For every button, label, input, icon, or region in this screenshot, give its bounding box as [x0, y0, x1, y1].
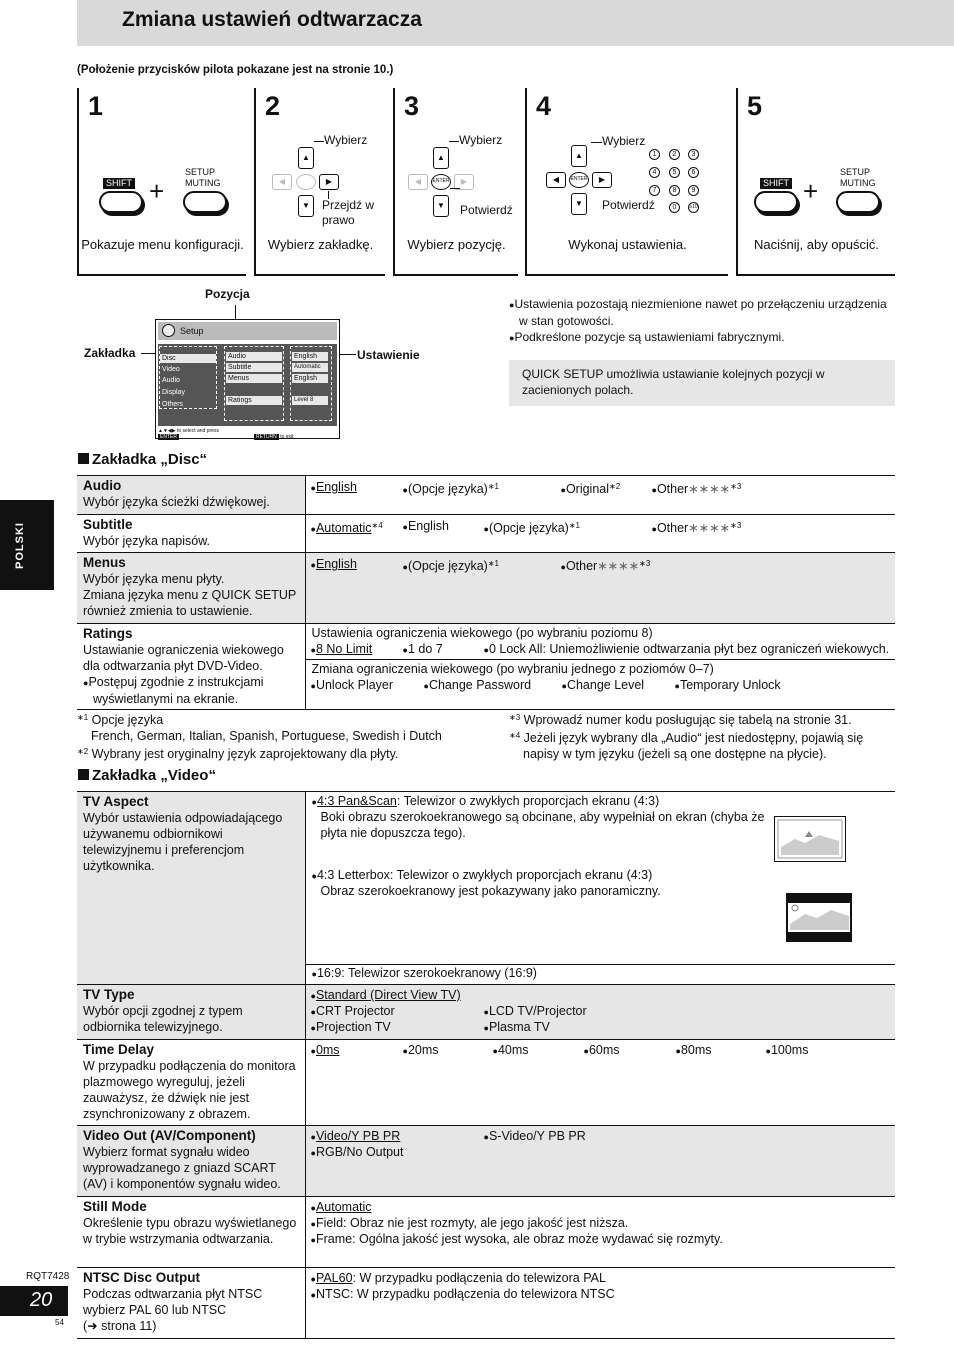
arrow-down-icon: ▼: [298, 195, 314, 217]
step-4: [525, 88, 728, 276]
osd-footer: ▲▼◀▶ to select and press ENTER RETURN to exit: [158, 428, 294, 440]
select-label: Wybierz: [459, 133, 503, 147]
position-label: Pozycja: [205, 287, 250, 301]
language-label: POLSKI: [14, 522, 26, 569]
small-page-number: 54: [55, 1318, 64, 1327]
setup-label: SETUP: [840, 167, 871, 177]
row-subtitle: Subtitle Wybór języka napisów. ●Automatic$^{∗4}$ ●English ●(Opcje języka)$^{∗1}$ ●Other∗∗∗∗$^{∗3}$: [77, 515, 895, 553]
setup-label: SETUP: [185, 167, 216, 177]
quick-setup-note: QUICK SETUP umożliwia ustawianie kolejnych pozycji w zacienionych polach.: [509, 360, 895, 406]
footnotes-right: $^{∗3}$ Wprowadź numer kodu posługując się tabelą na stronie 31. $^{∗4}$ Jeżeli język wybrany dla „Audio“ jest niedostępny, pojawią się napisy w tym języku (jeżeli są one dostępne na płycie).: [509, 713, 864, 761]
row-video-out: Video Out (AV/Component) Wybierz format sygnału wideo wyprowadzanego z gniazd SCART (AV) i komponentów sygnału wideo. ●Video/Y PB PR ●S-Video/Y PB PR ●RGB/No Output: [77, 1126, 895, 1197]
muting-label: MUTING: [185, 178, 221, 188]
remote-note: (Położenie przycisków pilota pokazane jest na stronie 10.): [77, 64, 394, 76]
tab-label: Zakładka: [84, 346, 136, 360]
note-standby: Ustawienia pozostają niezmienione nawet po przełączeniu urządzenia w stan gotowości.: [514, 297, 887, 328]
shift-label: SHIFT: [760, 178, 792, 189]
tab-audio: Audio: [162, 377, 180, 384]
numkey-3: 3: [688, 149, 699, 160]
numkey-0: 0: [669, 202, 680, 213]
select-label: Wybierz: [602, 134, 646, 148]
footnotes-left: $^{∗1}$ Opcje języka French, German, Italian, Spanish, Portuguese, Swedish i Dutch $^{∗2}$ Wybrany jest oryginalny język zaprojektowany dla płyty.: [77, 713, 442, 761]
numkey-9: 9: [688, 185, 699, 196]
value-subtitle: Automatic: [292, 363, 328, 372]
arrow-left-icon: ◀: [546, 172, 566, 188]
item-subtitle: Subtitle: [226, 363, 282, 372]
square-bullet-icon: [78, 453, 89, 464]
enter-icon: ENTER: [569, 172, 589, 188]
row-ratings: Ratings Ustawianie ograniczenia wiekowego dla odtwarzania płyt DVD-Video. ●Postępuj zgodnie z instrukcjami wyświetlanymi na ekranie. Ustawienia ograniczenia wiekowego (po wybraniu poziomu 8) ●8 No Limit ●1 do 7 ●0 Lock All: Uniemożliwienie odtwarzania płyt bez ograniczeń wiekowych. Zmiana ograniczenia wiekowego (po wybraniu jednego z poziomów 0–7) ●Unlock Player ●Change Password ●Change Level ●Temporary Unlock: [77, 624, 895, 710]
value-ratings: Level 8: [292, 396, 328, 405]
confirm-label: Potwierdź: [602, 198, 655, 212]
row-ntsc-output: NTSC Disc Output Podczas odtwarzania płyt NTSC wybierz PAL 60 lub NTSC (➜ strona 11) ●PAL60: W przypadku podłączenia do telewizora PAL ●NTSC: W przypadku podłączenia do telewizora NTSC: [77, 1268, 895, 1339]
step-caption: Pokazuje menu konfiguracji.: [81, 237, 244, 252]
confirm-label: Potwierdź: [460, 203, 513, 217]
arrow-left-icon: ◀: [272, 174, 292, 190]
setup-button: [183, 191, 227, 213]
pan-scan-thumbnail: [774, 816, 846, 862]
setup-screen: [155, 319, 340, 439]
item-menus: Menus: [226, 374, 282, 383]
setup-title: Setup: [180, 326, 204, 336]
note-underlined: Podkreślone pozycje są ustawieniami fabrycznymi.: [514, 330, 785, 344]
step-number: 5: [747, 91, 763, 121]
tab-video: Video: [162, 366, 180, 373]
step-caption: Wybierz pozycję.: [407, 237, 506, 252]
step-number: 2: [265, 91, 281, 121]
model-code: RQT7428: [26, 1271, 70, 1282]
disc-section-title: Zakładka „Disc“: [78, 451, 207, 468]
plus-icon: +: [803, 176, 819, 206]
numkey-2: 2: [669, 149, 680, 160]
step-3: [393, 88, 518, 276]
step-1: [77, 88, 246, 276]
tab-others: Others: [162, 401, 184, 408]
arrow-left-icon: ◀: [408, 174, 428, 190]
setup-button: [836, 191, 880, 213]
arrow-right-icon: ▶: [454, 174, 474, 190]
tab-disc: Disc: [160, 354, 216, 363]
page-number: 20: [0, 1286, 68, 1316]
letterbox-thumbnail: [786, 893, 852, 942]
shift-button: [754, 191, 798, 213]
notes: ●Ustawienia pozostają niezmienione nawet po przełączeniu urządzenia w stan gotowości. ●Podkreślone pozycje są ustawieniami fabrycznymi.: [509, 297, 887, 344]
enter-icon: [296, 174, 316, 190]
row-tv-aspect: TV Aspect Wybór ustawienia odpowiadającego używanemu odbiornikowi telewizyjnemu i preferencjom użytkownika. ●4:3 Pan&Scan: Telewizor o zwykłych proporcjach ekranu (4:3) Boki obrazu szerokoekranowego są obcinane, aby wypełniał on ekran (chyba że płyta nie dopuszcza tego). ●4:3 Letterbox: Telewizor o zwykłych proporcjach ekranu (4:3) Obraz szerokoekranowy jest pokazywany jako panoramiczny.: [77, 792, 895, 965]
plus-icon: +: [149, 176, 165, 206]
row-tv-type: TV Type Wybór opcji zgodnej z typem odbiornika telewizyjnego. ●Standard (Direct View TV) ●CRT Projector ●LCD TV/Projector ●Projection TV ●Plasma TV: [77, 985, 895, 1040]
shift-label: SHIFT: [103, 178, 135, 189]
shift-button: [99, 191, 143, 213]
item-ratings: Ratings: [226, 396, 282, 405]
step-5: [736, 88, 895, 276]
value-menus: English: [292, 374, 328, 383]
arrow-right-icon: ▶: [592, 172, 612, 188]
wide-option: 16:9: Telewizor szerokoekranowy (16:9): [316, 966, 537, 980]
step-number: 1: [88, 91, 104, 121]
step-2: [254, 88, 385, 276]
muting-label: MUTING: [840, 178, 876, 188]
value-audio: English: [292, 352, 328, 361]
numkey-7: 7: [649, 185, 660, 196]
row-audio: Audio Wybór języka ścieżki dźwiękowej. ●English ●(Opcje języka)$^{∗1}$ ●Original$^{∗2}$ ●Other∗∗∗∗$^{∗3}$: [77, 476, 895, 515]
disc-icon: [162, 324, 175, 337]
video-section-title: Zakładka „Video“: [78, 767, 216, 784]
page-header: [77, 0, 954, 46]
numkey-8: 8: [669, 185, 680, 196]
arrow-down-icon: ▼: [571, 193, 587, 215]
numkey-6: 6: [688, 167, 699, 178]
arrow-up-icon: ▲: [433, 147, 449, 169]
arrow-right-icon: ▶: [319, 174, 339, 190]
disc-table: [77, 475, 895, 710]
item-audio: Audio: [226, 352, 282, 361]
row-time-delay: Time Delay W przypadku podłączenia do monitora plazmowego wyreguluj, jeżeli zauważysz, że dźwięk nie jest zsynchronizowany z obrazem. ●0ms ●20ms ●40ms ●60ms ●80ms ●100ms: [77, 1040, 895, 1126]
step-number: 3: [404, 91, 420, 121]
numkey-4: 4: [649, 167, 660, 178]
setting-label: Ustawienie: [357, 348, 420, 362]
go-right-label: Przejdź w prawo: [322, 198, 375, 227]
tab-display: Display: [162, 389, 185, 396]
step-caption: Naciśnij, aby opuścić.: [754, 237, 879, 252]
step-caption: Wybierz zakładkę.: [267, 237, 374, 252]
step-caption: Wykonaj ustawienia.: [568, 237, 687, 252]
row-still-mode: Still Mode Określenie typu obrazu wyświetlanego w trybie wstrzymania odtwarzania. ●Automatic ●Field: Obraz nie jest rozmyty, ale jego jakość jest niższa. ●Frame: Ogólna jakość jest wysoka, ale obraz może wydawać się rozmyty.: [77, 1197, 895, 1268]
arrow-up-icon: ▲: [571, 145, 587, 167]
numkey-1: 1: [649, 149, 660, 160]
select-label: Wybierz: [324, 133, 368, 147]
enter-icon: ENTER: [431, 174, 451, 190]
video-table: TV Aspect Wybór ustawienia odpowiadającego używanemu odbiornikowi telewizyjnemu i preferencjom użytkownika. ●4:3 Pan&Scan: Telewizor o zwykłych proporcjach ekranu (4:3) Boki obrazu szerokoekranowego są obcinane, aby wypełniał on ekran (chyba że płyta nie dopuszcza tego). ●4:3 Letterbox: Telewizor o zwykłych proporcjach ekranu (4:3) Obraz szerokoekranowy jest pokazywany jako panoramiczny. ●16:9: Telewizor szerokoekranowy (16:9) TV Type Wybór opcji zgodnej z typem odbiornika telewizyjnego. ●Standard (Direct View TV) ●CRT Projector ●LCD TV/Projector ●Projection TV ●Plasma TV Time Delay W przypadku podłączenia do monitora plazmowego wyreguluj, jeżeli zauważysz, że dźwięk nie jest zsynchronizowany z obrazem. ●0ms ●20ms ●40ms ●60ms ●80ms ●100ms Video Out (AV/Component) Wybierz format sygnału wideo wyprowadzanego z gniazd SCART (AV) i komponentów sygnału wideo. ●Video/Y PB PR ●S-Video/Y PB PR ●RGB/No Output Still Mode Określenie typu obrazu wyświetlanego w trybie wstrzymania odtwarzania. ●Automatic ●Field: Obraz nie jest rozmyty, ale jego jakość jest niższa. ●Frame: Ogólna jakość jest wysoka, ale obraz może wydawać się rozmyty. NTSC Disc Output Podczas odtwarzania płyt NTSC wybierz PAL 60 lub NTSC (➜ strona 11) ●PAL60: W przypadku podłączenia do telewizora PAL ●NTSC: W przypadku podłączenia do telewizora NTSC: [77, 791, 895, 1339]
numkey-10plus: ≥10: [688, 202, 699, 213]
step-number: 4: [536, 91, 552, 121]
page-title: Zmiana ustawień odtwarzacza: [122, 8, 422, 31]
arrow-down-icon: ▼: [433, 195, 449, 217]
numkey-5: 5: [669, 167, 680, 178]
square-bullet-icon: [78, 769, 89, 780]
language-tab: [0, 500, 54, 590]
arrow-up-icon: ▲: [298, 147, 314, 169]
row-menus: Menus Wybór języka menu płyty. Zmiana języka menu z QUICK SETUP również zmienia to ustawienie. ●English ●(Opcje języka)$^{∗1}$ ●Other∗∗∗∗$^{∗3}$: [77, 553, 895, 624]
